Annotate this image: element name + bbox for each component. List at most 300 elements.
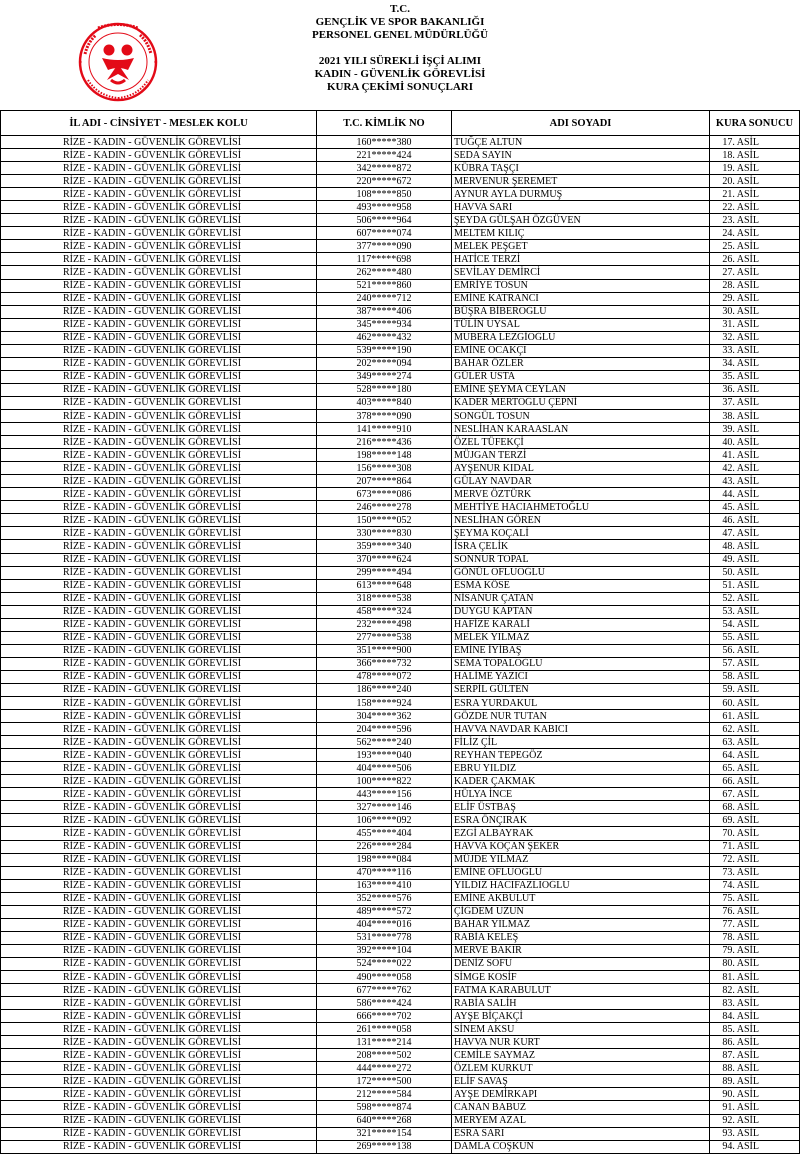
cell-result: 41. ASİL	[710, 449, 800, 462]
cell-category: RİZE - KADIN - GÜVENLİK GÖREVLİSİ	[1, 149, 317, 162]
cell-category: RİZE - KADIN - GÜVENLİK GÖREVLİSİ	[1, 631, 317, 644]
table-row	[1, 997, 800, 1010]
table-row	[1, 1049, 800, 1062]
cell-result: 21. ASİL	[710, 188, 800, 201]
cell-id: 261*****058	[317, 1023, 452, 1036]
table-row	[1, 736, 800, 749]
cell-name: FİLİZ ÇİL	[452, 736, 710, 749]
cell-name: ŞEYDA GÜLŞAH ÖZGÜVEN	[452, 214, 710, 227]
cell-name: SERPİL GÜLTEN	[452, 683, 710, 696]
cell-result: 84. ASİL	[710, 1010, 800, 1023]
cell-id: 462*****432	[317, 331, 452, 344]
table-row	[1, 553, 800, 566]
table-row	[1, 423, 800, 436]
cell-category: RİZE - KADIN - GÜVENLİK GÖREVLİSİ	[1, 162, 317, 175]
cell-category: RİZE - KADIN - GÜVENLİK GÖREVLİSİ	[1, 618, 317, 631]
cell-name: EMİNE KATRANCI	[452, 292, 710, 305]
cell-id: 349*****274	[317, 370, 452, 383]
table-row	[1, 879, 800, 892]
cell-id: 404*****506	[317, 762, 452, 775]
table-row	[1, 618, 800, 631]
cell-category: RİZE - KADIN - GÜVENLİK GÖREVLİSİ	[1, 292, 317, 305]
cell-name: KADER ÇAKMAK	[452, 775, 710, 788]
cell-id: 193*****040	[317, 749, 452, 762]
cell-result: 86. ASİL	[710, 1036, 800, 1049]
cell-result: 54. ASİL	[710, 618, 800, 631]
cell-category: RİZE - KADIN - GÜVENLİK GÖREVLİSİ	[1, 1140, 317, 1153]
cell-name: SEDA SAYIN	[452, 149, 710, 162]
cell-result: 61. ASİL	[710, 710, 800, 723]
cell-category: RİZE - KADIN - GÜVENLİK GÖREVLİSİ	[1, 357, 317, 370]
cell-id: 352*****576	[317, 892, 452, 905]
cell-result: 32. ASİL	[710, 331, 800, 344]
table-row	[1, 814, 800, 827]
cell-name: KÜBRA TAŞÇI	[452, 162, 710, 175]
cell-name: ESRA SARI	[452, 1127, 710, 1140]
table-row	[1, 540, 800, 553]
table-row	[1, 318, 800, 331]
cell-category: RİZE - KADIN - GÜVENLİK GÖREVLİSİ	[1, 514, 317, 527]
cell-category: RİZE - KADIN - GÜVENLİK GÖREVLİSİ	[1, 840, 317, 853]
cell-category: RİZE - KADIN - GÜVENLİK GÖREVLİSİ	[1, 762, 317, 775]
table-row	[1, 984, 800, 997]
cell-category: RİZE - KADIN - GÜVENLİK GÖREVLİSİ	[1, 227, 317, 240]
cell-name: RABİA KELEŞ	[452, 931, 710, 944]
header-line-1: T.C.	[390, 3, 410, 15]
cell-id: 478*****072	[317, 670, 452, 683]
cell-name: HAVVA NUR KURT	[452, 1036, 710, 1049]
cell-result: 33. ASİL	[710, 344, 800, 357]
cell-id: 163*****410	[317, 879, 452, 892]
cell-id: 377*****090	[317, 240, 452, 253]
table-row	[1, 305, 800, 318]
cell-result: 57. ASİL	[710, 657, 800, 670]
cell-result: 46. ASİL	[710, 514, 800, 527]
table-row	[1, 357, 800, 370]
results-table	[0, 110, 800, 1154]
cell-result: 30. ASİL	[710, 305, 800, 318]
cell-result: 70. ASİL	[710, 827, 800, 840]
table-row	[1, 279, 800, 292]
cell-name: ESRA YURDAKUL	[452, 697, 710, 710]
cell-result: 83. ASİL	[710, 997, 800, 1010]
cell-id: 598*****874	[317, 1101, 452, 1114]
table-row	[1, 227, 800, 240]
cell-result: 58. ASİL	[710, 670, 800, 683]
table-row	[1, 514, 800, 527]
cell-name: ÇİĞDEM UZUN	[452, 905, 710, 918]
cell-id: 150*****052	[317, 514, 452, 527]
cell-result: 64. ASİL	[710, 749, 800, 762]
cell-category: RİZE - KADIN - GÜVENLİK GÖREVLİSİ	[1, 527, 317, 540]
cell-id: 158*****924	[317, 697, 452, 710]
cell-id: 318*****538	[317, 592, 452, 605]
table-row	[1, 957, 800, 970]
cell-id: 240*****712	[317, 292, 452, 305]
cell-category: RİZE - KADIN - GÜVENLİK GÖREVLİSİ	[1, 853, 317, 866]
cell-result: 56. ASİL	[710, 644, 800, 657]
header-line-6: KURA ÇEKİMİ SONUÇLARI	[326, 81, 474, 93]
cell-name: DUYGU KAPTAN	[452, 605, 710, 618]
cell-id: 359*****340	[317, 540, 452, 553]
cell-result: 36. ASİL	[710, 383, 800, 396]
cell-category: RİZE - KADIN - GÜVENLİK GÖREVLİSİ	[1, 1114, 317, 1127]
cell-name: GÜLER USTA	[452, 370, 710, 383]
cell-result: 34. ASİL	[710, 357, 800, 370]
cell-id: 220*****672	[317, 175, 452, 188]
cell-name: EMİNE OFLUOĞLU	[452, 866, 710, 879]
cell-name: SİMGE KOSİF	[452, 971, 710, 984]
cell-id: 489*****572	[317, 905, 452, 918]
table-row	[1, 1036, 800, 1049]
table-row	[1, 644, 800, 657]
col-header-result: KURA SONUCU	[710, 111, 800, 136]
cell-id: 327*****146	[317, 801, 452, 814]
cell-name: TÜLİN UYSAL	[452, 318, 710, 331]
cell-result: 78. ASİL	[710, 931, 800, 944]
cell-name: ELİF SAVAŞ	[452, 1075, 710, 1088]
cell-category: RİZE - KADIN - GÜVENLİK GÖREVLİSİ	[1, 501, 317, 514]
cell-result: 47. ASİL	[710, 527, 800, 540]
cell-result: 63. ASİL	[710, 736, 800, 749]
cell-id: 521*****860	[317, 279, 452, 292]
cell-category: RİZE - KADIN - GÜVENLİK GÖREVLİSİ	[1, 214, 317, 227]
cell-id: 673*****086	[317, 488, 452, 501]
cell-name: MELEK PEŞGET	[452, 240, 710, 253]
cell-name: SONGÜL TOSUN	[452, 409, 710, 422]
cell-category: RİZE - KADIN - GÜVENLİK GÖREVLİSİ	[1, 305, 317, 318]
cell-id: 366*****732	[317, 657, 452, 670]
cell-result: 74. ASİL	[710, 879, 800, 892]
cell-id: 204*****596	[317, 723, 452, 736]
cell-result: 72. ASİL	[710, 853, 800, 866]
cell-category: RİZE - KADIN - GÜVENLİK GÖREVLİSİ	[1, 409, 317, 422]
cell-result: 90. ASİL	[710, 1088, 800, 1101]
cell-name: MUBERA LEZGİOĞLU	[452, 331, 710, 344]
table-row	[1, 175, 800, 188]
table-row	[1, 1088, 800, 1101]
table-row	[1, 657, 800, 670]
cell-id: 607*****074	[317, 227, 452, 240]
table-row	[1, 1114, 800, 1127]
cell-result: 68. ASİL	[710, 801, 800, 814]
cell-result: 38. ASİL	[710, 409, 800, 422]
table-row	[1, 762, 800, 775]
table-row	[1, 697, 800, 710]
table-row	[1, 827, 800, 840]
table-row	[1, 566, 800, 579]
cell-id: 345*****934	[317, 318, 452, 331]
cell-id: 539*****190	[317, 344, 452, 357]
cell-name: SİNEM AKSU	[452, 1023, 710, 1036]
cell-id: 221*****424	[317, 149, 452, 162]
cell-name: ÖZEL TÜFEKÇİ	[452, 436, 710, 449]
cell-name: EMİNE ŞEYMA CEYLAN	[452, 383, 710, 396]
table-row	[1, 409, 800, 422]
cell-category: RİZE - KADIN - GÜVENLİK GÖREVLİSİ	[1, 136, 317, 149]
table-row	[1, 188, 800, 201]
cell-name: ESRA ÖNÇIRAK	[452, 814, 710, 827]
table-row	[1, 1023, 800, 1036]
cell-category: RİZE - KADIN - GÜVENLİK GÖREVLİSİ	[1, 540, 317, 553]
cell-id: 562*****240	[317, 736, 452, 749]
cell-name: EMİNE AKBULUT	[452, 892, 710, 905]
table-row	[1, 214, 800, 227]
cell-category: RİZE - KADIN - GÜVENLİK GÖREVLİSİ	[1, 383, 317, 396]
cell-name: DENİZ SOFU	[452, 957, 710, 970]
table-row	[1, 162, 800, 175]
cell-id: 321*****154	[317, 1127, 452, 1140]
cell-name: DAMLA COŞKUN	[452, 1140, 710, 1153]
table-row	[1, 149, 800, 162]
cell-category: RİZE - KADIN - GÜVENLİK GÖREVLİSİ	[1, 944, 317, 957]
cell-id: 506*****964	[317, 214, 452, 227]
table-row	[1, 971, 800, 984]
cell-name: YILDIZ HACIFAZLIOĞLU	[452, 879, 710, 892]
cell-result: 20. ASİL	[710, 175, 800, 188]
cell-category: RİZE - KADIN - GÜVENLİK GÖREVLİSİ	[1, 814, 317, 827]
cell-category: RİZE - KADIN - GÜVENLİK GÖREVLİSİ	[1, 931, 317, 944]
cell-id: 392*****104	[317, 944, 452, 957]
cell-category: RİZE - KADIN - GÜVENLİK GÖREVLİSİ	[1, 188, 317, 201]
cell-name: HAVVA NAVDAR KABICI	[452, 723, 710, 736]
cell-name: CANAN BABUZ	[452, 1101, 710, 1114]
table-row	[1, 331, 800, 344]
document-header	[0, 0, 800, 110]
cell-category: RİZE - KADIN - GÜVENLİK GÖREVLİSİ	[1, 892, 317, 905]
cell-category: RİZE - KADIN - GÜVENLİK GÖREVLİSİ	[1, 827, 317, 840]
header-line-3: PERSONEL GENEL MÜDÜRLÜĞÜ	[311, 29, 489, 41]
cell-id: 232*****498	[317, 618, 452, 631]
cell-result: 71. ASİL	[710, 840, 800, 853]
header-line-4: 2021 YILI SÜREKLİ İŞÇİ ALIMI	[318, 55, 482, 67]
cell-result: 31. ASİL	[710, 318, 800, 331]
table-row	[1, 344, 800, 357]
cell-result: 65. ASİL	[710, 762, 800, 775]
cell-id: 160*****380	[317, 136, 452, 149]
cell-category: RİZE - KADIN - GÜVENLİK GÖREVLİSİ	[1, 723, 317, 736]
cell-id: 470*****116	[317, 866, 452, 879]
cell-category: RİZE - KADIN - GÜVENLİK GÖREVLİSİ	[1, 1101, 317, 1114]
cell-result: 76. ASİL	[710, 905, 800, 918]
cell-result: 89. ASİL	[710, 1075, 800, 1088]
cell-name: GÜLAY NAVDAR	[452, 475, 710, 488]
cell-id: 640*****268	[317, 1114, 452, 1127]
cell-id: 378*****090	[317, 409, 452, 422]
cell-name: EBRU YILDIZ	[452, 762, 710, 775]
cell-result: 27. ASİL	[710, 266, 800, 279]
cell-id: 131*****214	[317, 1036, 452, 1049]
cell-category: RİZE - KADIN - GÜVENLİK GÖREVLİSİ	[1, 736, 317, 749]
table-row	[1, 931, 800, 944]
cell-result: 80. ASİL	[710, 957, 800, 970]
table-row	[1, 475, 800, 488]
cell-result: 28. ASİL	[710, 279, 800, 292]
cell-category: RİZE - KADIN - GÜVENLİK GÖREVLİSİ	[1, 1010, 317, 1023]
table-row	[1, 918, 800, 931]
table-row	[1, 710, 800, 723]
cell-result: 48. ASİL	[710, 540, 800, 553]
cell-result: 25. ASİL	[710, 240, 800, 253]
cell-category: RİZE - KADIN - GÜVENLİK GÖREVLİSİ	[1, 475, 317, 488]
cell-category: RİZE - KADIN - GÜVENLİK GÖREVLİSİ	[1, 710, 317, 723]
cell-id: 226*****284	[317, 840, 452, 853]
cell-category: RİZE - KADIN - GÜVENLİK GÖREVLİSİ	[1, 1075, 317, 1088]
cell-name: HAVVA SARI	[452, 201, 710, 214]
cell-category: RİZE - KADIN - GÜVENLİK GÖREVLİSİ	[1, 370, 317, 383]
cell-result: 94. ASİL	[710, 1140, 800, 1153]
table-row	[1, 1062, 800, 1075]
cell-result: 44. ASİL	[710, 488, 800, 501]
table-row	[1, 488, 800, 501]
cell-id: 524*****022	[317, 957, 452, 970]
cell-result: 18. ASİL	[710, 149, 800, 162]
cell-id: 141*****910	[317, 423, 452, 436]
table-row	[1, 449, 800, 462]
cell-name: GÖZDE NUR TUTAN	[452, 710, 710, 723]
cell-category: RİZE - KADIN - GÜVENLİK GÖREVLİSİ	[1, 801, 317, 814]
cell-category: RİZE - KADIN - GÜVENLİK GÖREVLİSİ	[1, 657, 317, 670]
cell-result: 45. ASİL	[710, 501, 800, 514]
cell-name: AYNUR AYLA DURMUŞ	[452, 188, 710, 201]
cell-name: GÖNÜL OFLUOĞLU	[452, 566, 710, 579]
table-row	[1, 370, 800, 383]
cell-id: 444*****272	[317, 1062, 452, 1075]
cell-category: RİZE - KADIN - GÜVENLİK GÖREVLİSİ	[1, 788, 317, 801]
cell-result: 60. ASİL	[710, 697, 800, 710]
cell-name: MELTEM KILIÇ	[452, 227, 710, 240]
cell-name: MERVENUR ŞEREMET	[452, 175, 710, 188]
cell-name: BAHAR ÖZLER	[452, 357, 710, 370]
cell-result: 19. ASİL	[710, 162, 800, 175]
cell-category: RİZE - KADIN - GÜVENLİK GÖREVLİSİ	[1, 449, 317, 462]
cell-id: 198*****148	[317, 449, 452, 462]
table-row	[1, 527, 800, 540]
header-line-5: KADIN - GÜVENLİK GÖREVLİSİ	[314, 68, 486, 80]
cell-id: 330*****830	[317, 527, 452, 540]
table-row	[1, 801, 800, 814]
cell-id: 490*****058	[317, 971, 452, 984]
cell-id: 202*****094	[317, 357, 452, 370]
cell-result: 59. ASİL	[710, 683, 800, 696]
cell-category: RİZE - KADIN - GÜVENLİK GÖREVLİSİ	[1, 1049, 317, 1062]
cell-category: RİZE - KADIN - GÜVENLİK GÖREVLİSİ	[1, 553, 317, 566]
cell-result: 79. ASİL	[710, 944, 800, 957]
cell-category: RİZE - KADIN - GÜVENLİK GÖREVLİSİ	[1, 279, 317, 292]
col-header-id: T.C. KİMLİK NO	[317, 111, 452, 136]
cell-result: 26. ASİL	[710, 253, 800, 266]
table-row	[1, 462, 800, 475]
cell-category: RİZE - KADIN - GÜVENLİK GÖREVLİSİ	[1, 344, 317, 357]
cell-id: 677*****762	[317, 984, 452, 997]
cell-id: 117*****698	[317, 253, 452, 266]
table-row	[1, 292, 800, 305]
table-row	[1, 253, 800, 266]
cell-name: AYŞE BİÇAKÇİ	[452, 1010, 710, 1023]
cell-name: SONNUR TOPAL	[452, 553, 710, 566]
cell-id: 269*****138	[317, 1140, 452, 1153]
table-row	[1, 670, 800, 683]
cell-category: RİZE - KADIN - GÜVENLİK GÖREVLİSİ	[1, 331, 317, 344]
cell-result: 53. ASİL	[710, 605, 800, 618]
cell-id: 387*****406	[317, 305, 452, 318]
cell-result: 37. ASİL	[710, 396, 800, 409]
cell-name: EZGİ ALBAYRAK	[452, 827, 710, 840]
cell-name: MÜJGAN TERZİ	[452, 449, 710, 462]
table-row	[1, 501, 800, 514]
table-row	[1, 1140, 800, 1153]
col-header-category: İL ADI - CİNSİYET - MESLEK KOLU	[1, 111, 317, 136]
table-row	[1, 723, 800, 736]
table-row	[1, 383, 800, 396]
cell-category: RİZE - KADIN - GÜVENLİK GÖREVLİSİ	[1, 488, 317, 501]
cell-id: 172*****500	[317, 1075, 452, 1088]
cell-name: NESLİHAN GÖREN	[452, 514, 710, 527]
cell-name: KADER MERTOĞLU ÇEPNİ	[452, 396, 710, 409]
cell-category: RİZE - KADIN - GÜVENLİK GÖREVLİSİ	[1, 579, 317, 592]
cell-category: RİZE - KADIN - GÜVENLİK GÖREVLİSİ	[1, 879, 317, 892]
cell-result: 22. ASİL	[710, 201, 800, 214]
cell-id: 216*****436	[317, 436, 452, 449]
cell-name: ÖZLEM KURKUT	[452, 1062, 710, 1075]
cell-result: 91. ASİL	[710, 1101, 800, 1114]
cell-result: 17. ASİL	[710, 136, 800, 149]
cell-name: HAVVA KOÇAN ŞEKER	[452, 840, 710, 853]
cell-category: RİZE - KADIN - GÜVENLİK GÖREVLİSİ	[1, 318, 317, 331]
cell-id: 198*****084	[317, 853, 452, 866]
cell-id: 186*****240	[317, 683, 452, 696]
cell-category: RİZE - KADIN - GÜVENLİK GÖREVLİSİ	[1, 749, 317, 762]
cell-category: RİZE - KADIN - GÜVENLİK GÖREVLİSİ	[1, 670, 317, 683]
cell-name: TUĞÇE ALTUN	[452, 136, 710, 149]
table-row	[1, 631, 800, 644]
table-row	[1, 1127, 800, 1140]
cell-id: 208*****502	[317, 1049, 452, 1062]
cell-result: 52. ASİL	[710, 592, 800, 605]
cell-id: 262*****480	[317, 266, 452, 279]
cell-name: HATİCE TERZİ	[452, 253, 710, 266]
header-line-2: GENÇLİK VE SPOR BAKANLIĞI	[315, 16, 485, 28]
cell-result: 77. ASİL	[710, 918, 800, 931]
cell-result: 73. ASİL	[710, 866, 800, 879]
cell-id: 493*****958	[317, 201, 452, 214]
cell-id: 156*****308	[317, 462, 452, 475]
table-row	[1, 1010, 800, 1023]
cell-id: 351*****900	[317, 644, 452, 657]
cell-category: RİZE - KADIN - GÜVENLİK GÖREVLİSİ	[1, 775, 317, 788]
cell-result: 67. ASİL	[710, 788, 800, 801]
cell-id: 299*****494	[317, 566, 452, 579]
table-row	[1, 775, 800, 788]
cell-result: 88. ASİL	[710, 1062, 800, 1075]
cell-category: RİZE - KADIN - GÜVENLİK GÖREVLİSİ	[1, 423, 317, 436]
table-header-row	[1, 111, 800, 136]
cell-category: RİZE - KADIN - GÜVENLİK GÖREVLİSİ	[1, 201, 317, 214]
cell-name: SEVİLAY DEMİRCİ	[452, 266, 710, 279]
cell-id: 586*****424	[317, 997, 452, 1010]
cell-name: MEHTİYE HACIAHMETOĞLU	[452, 501, 710, 514]
cell-name: AYŞE DEMİRKAPI	[452, 1088, 710, 1101]
cell-result: 50. ASİL	[710, 566, 800, 579]
cell-category: RİZE - KADIN - GÜVENLİK GÖREVLİSİ	[1, 971, 317, 984]
cell-category: RİZE - KADIN - GÜVENLİK GÖREVLİSİ	[1, 1023, 317, 1036]
cell-category: RİZE - KADIN - GÜVENLİK GÖREVLİSİ	[1, 866, 317, 879]
cell-category: RİZE - KADIN - GÜVENLİK GÖREVLİSİ	[1, 1036, 317, 1049]
cell-result: 39. ASİL	[710, 423, 800, 436]
cell-name: BAHAR YILMAZ	[452, 918, 710, 931]
cell-name: ESMA KÖSE	[452, 579, 710, 592]
table-row	[1, 892, 800, 905]
